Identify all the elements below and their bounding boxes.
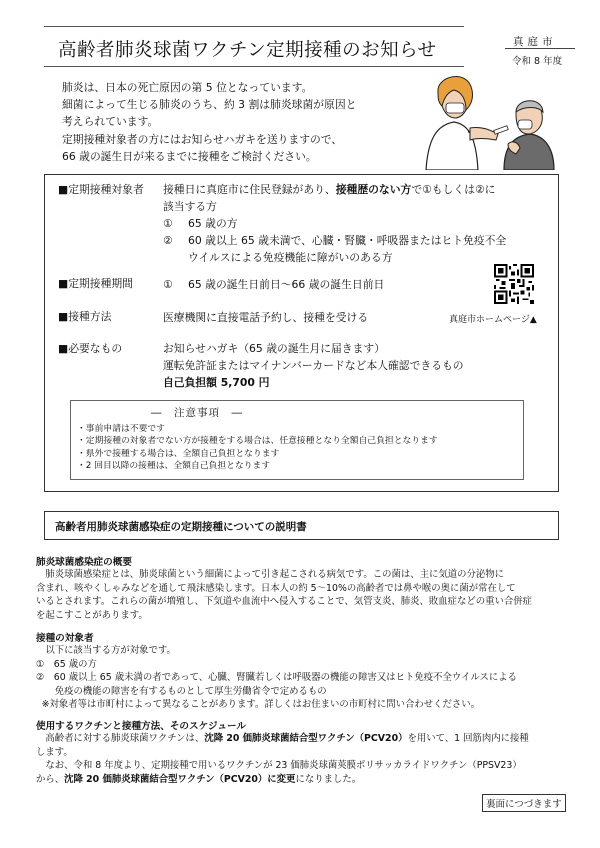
city-name: 真庭市 [513,36,557,48]
intro-line: 定期接種対象者の方にはお知らせハガキを送りますので、 [62,132,343,146]
vaccine-line3: なお、令和 8 年度より、定期接種で用いるワクチンが 23 価肺炎球菌莢膜ポリサッカライドワクチン（PPSV23） [45,760,522,772]
eligibility-line: ① 65 歳の方 [36,658,97,670]
eligibility-heading: 接種の対象者 [36,633,94,644]
needs-value [163,340,464,391]
eligibility-body [36,644,571,712]
notes-item: ・定期接種の対象者でない方が接種をする場合は、任意接種となり全額自己負担となります [77,436,438,447]
qr-code-icon[interactable] [494,264,534,304]
notes-item: ・県外で接種する場合は、全額自己負担となります [77,448,280,459]
eligibility-line: ② 60 歳以上 65 歳未満の者であって、心臓、腎臓若しくは呼吸器の機能の障害又はヒト免疫不全ウイルスによる [36,672,517,684]
needs-line1: お知らせハガキ（65 歳の誕生月に届きます） [163,342,385,355]
vaccine-line4c: になりました。 [295,773,362,785]
notes-title: ― 注意事項 ― [151,407,243,419]
target-line1-emphasis: 接種歴のない方 [335,183,412,196]
page-title: 高齢者肺炎球菌ワクチン定期接種のお知らせ [58,40,437,61]
eligibility-line: 免疫の機能の障害を有するものとして厚生労働省令で定めるもの [54,685,327,697]
overview-line: を起こすことがあります。 [36,609,148,621]
intro-line: 肺炎は、日本の死亡原因の第 5 位となっています。 [62,81,313,94]
vaccine-heading: 使用するワクチンと接種方法、そのスケジュール [36,721,247,732]
vaccine-line4a: から、 [36,773,65,785]
overview-body [36,568,571,622]
needs-label: ■必要なもの [58,342,123,355]
notes-item: ・事前申請は不要です [77,424,165,434]
target-line1a: 接種日に真庭市に住民登録があり、 [163,183,336,196]
vaccine-line1a: 高齢者に対する肺炎球菌ワクチンは、 [45,733,205,744]
qr-caption: 真庭市ホームページ▲ [449,315,537,325]
target-line2: 該当する方 [163,200,217,213]
title-bottom-rule [44,66,464,67]
intro-line: 66 歳の誕生日が来るまでに接種をご検討ください。 [62,149,317,163]
target-item2b: ウイルスによる免疫機能に障がいのある方 [188,251,393,264]
notes-item: ・2 回目以降の接種は、全額自己負担となります [77,460,271,471]
continued-on-back-label: 裏面につづきます [482,794,566,812]
overview-line: 肺炎球菌感染症とは、肺炎球菌という細菌によって引き起こされる病気です。この菌は、主に気道の分泌物に [45,569,505,580]
target-value [163,181,506,266]
overview-line: いるとされます。これらの菌が増殖し、下気道や血流中へ侵入することで、気管支炎、肺炎、敗血症などの重い合併症 [36,596,532,608]
period-label: ■定期接種期間 [58,277,133,290]
target-item1-number: ① [163,217,173,230]
target-item2-number: ② [163,234,173,247]
method-label: ■接種方法 [58,310,112,323]
overview-heading: 肺炎球菌感染症の概要 [36,557,132,568]
intro-line: 細菌によって生じる肺炎のうち、約 3 割は肺炎球菌が原因と [62,98,357,112]
vaccine-change-emphasis: 沈降 20 価肺炎球菌結合型ワクチン（PCV20）に変更 [64,773,296,785]
notes-list [77,423,438,472]
eligibility-note: ※対象者等は市町村によって異なることがあります。詳しくはお住まいの市町村に問い合わせください。 [41,699,480,711]
intro-text [62,79,407,165]
eligibility-line: 以下に該当する方が対象です。 [45,645,176,656]
vaccine-body [36,732,571,786]
method-value: 医療機関に直接電話予約し、接種を受ける [163,311,369,324]
period-value [163,276,384,293]
target-item2a: 60 歳以上 65 歳未満で、心臓・腎臓・呼吸器またはヒト免疫不全 [188,234,507,247]
target-label: ■定期接種対象者 [58,183,144,196]
needs-line2: 運転免許証またはマイナンバーカードなど本人確認できるもの [163,359,464,372]
city-underline [505,48,575,49]
needs-fee: 自己負担額 5,700 円 [163,376,270,389]
vaccine-line1c: を用いて、1 回筋肉内に接種 [407,733,529,744]
fiscal-year: 令和 8 年度 [512,56,563,67]
vaccine-name-emphasis: 沈降 20 価肺炎球菌結合型ワクチン（PCV20） [204,733,408,744]
target-line1c: で①もしくは②に [411,183,496,196]
target-item1: 65 歳の方 [188,217,238,230]
notes-box [70,400,524,480]
period-number: ① [163,278,173,291]
title-top-rule [44,26,464,27]
vaccine-line2: します。 [36,746,73,758]
overview-line: 含まれ、咳やくしゃみなどを通して飛沫感染します。日本人の約 5～10%の高齢者では鼻や喉の奥に菌が常在して [36,582,516,594]
explanation-title-box [44,511,559,540]
intro-line: 考えられています。 [62,115,159,129]
period-text: 65 歳の誕生日前日～66 歳の誕生日前日 [188,278,385,291]
explanation-title: 高齢者用肺炎球菌感染症の定期接種についての説明書 [55,521,307,533]
vaccination-illustration-icon [416,70,556,170]
